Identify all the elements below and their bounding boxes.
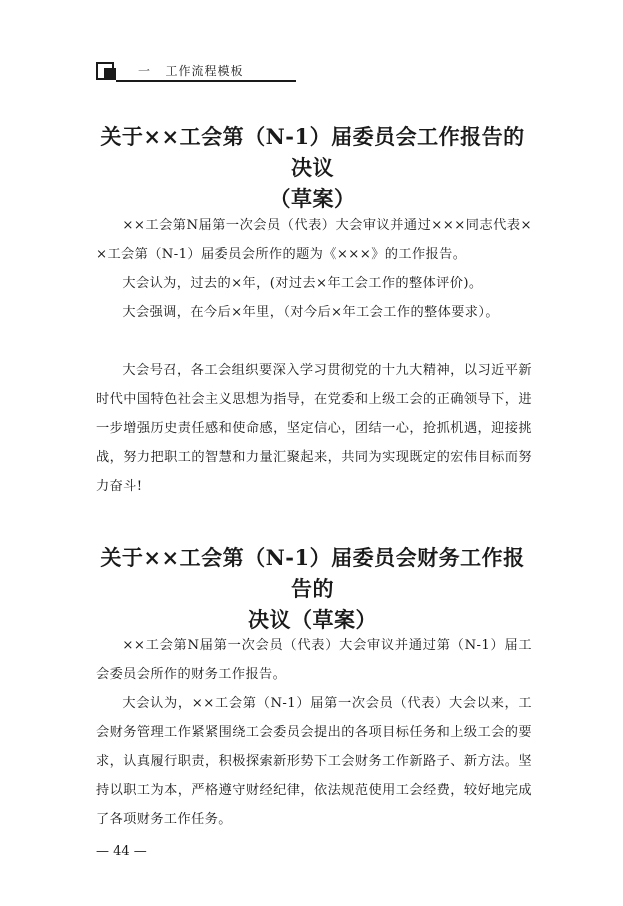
section-2-title-line-2: 决议（草案） <box>248 607 377 632</box>
section-1-paragraph-2: 大会认为，过去的×年，(对过去×年工会工作的整体评价)。 <box>122 276 483 291</box>
section-2-title <box>90 542 535 635</box>
section-1-paragraph-4: 大会号召，各工会组织要深入学习贯彻党的十九大精神，以习近平新时代中国特色社会主义思想为指导，在党委和上级工会的正确领导下，进一步增强历史责任感和使命感，坚定信心，团结一心，抢抓机遇，迎接挑战，努力把职工的智慧和力量汇聚起来，共同为实现既定的宏伟目标而努力奋斗! <box>96 363 532 494</box>
section-1-title <box>90 121 535 214</box>
section-1-paragraph-3: 大会强调，在今后×年里，（对今后×年工会工作的整体要求）。 <box>122 305 499 320</box>
section-2-paragraph-1: ××工会第N届第一次会员（代表）大会审议并通过第（N-1）届工会委员会所作的财务工作报告。 <box>96 638 532 682</box>
page-number: — 44 — <box>96 844 147 859</box>
section-1-title-line-2: （草案） <box>269 186 356 211</box>
header-rule <box>116 80 296 82</box>
running-header <box>96 60 296 86</box>
section-2-title-line-1: 关于××工会第（N-1）届委员会财务工作报告的 <box>100 545 525 601</box>
section-2-paragraph-2: 大会认为，××工会第（N-1）届第一次会员（代表）大会以来，工会财务管理工作紧紧围绕工会委员会提出的各项目标任务和上级工会的要求，认真履行职责，积极探索新形势下工会财务工作新路子、新方法。坚持以职工为本，严格遵守财经纪律，依法规范使用工会经费，较好地完成了各项财务工作任务。 <box>96 696 532 827</box>
section-1-paragraph-1: ××工会第N届第一次会员（代表）大会审议并通过×××同志代表× ×工会第（N-1）届委员会所作的题为《×××》的工作报告。 <box>96 218 532 262</box>
header-section-label: 一 工作流程模板 <box>138 64 244 78</box>
section-1-title-line-1: 关于××工会第（N-1）届委员会工作报告的决议 <box>100 124 525 180</box>
header-filled-square-icon <box>104 68 116 80</box>
